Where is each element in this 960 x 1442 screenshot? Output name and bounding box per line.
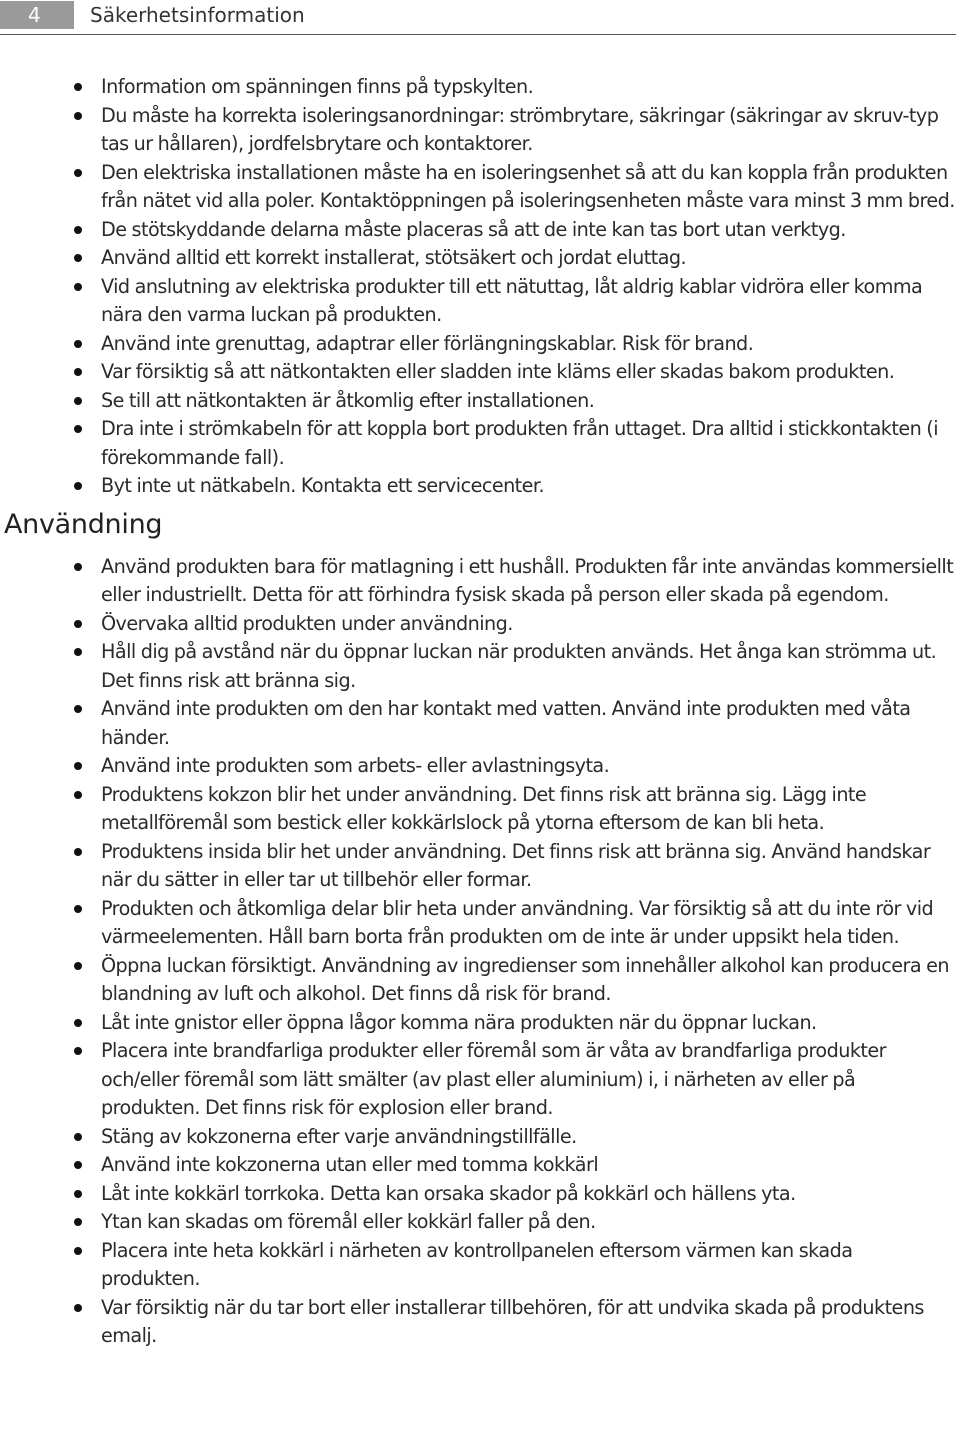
list-item: Produktens insida blir het under användning. Det finns risk att bränna sig. Använd handskar när du sätter in eller tar ut tillbehör eller formar. [0, 838, 956, 895]
list-item: Håll dig på avstånd när du öppnar luckan när produkten används. Het ånga kan strömma ut. Det finns risk att bränna sig. [0, 638, 956, 695]
safety-list [0, 73, 956, 501]
list-item: Använd alltid ett korrekt installerat, stötsäkert och jordat eluttag. [0, 244, 956, 273]
list-item: Placera inte heta kokkärl i närheten av kontrollpanelen eftersom värmen kan skada produkten. [0, 1237, 956, 1294]
list-item: Produktens kokzon blir het under användning. Det finns risk att bränna sig. Lägg inte metallföremål som bestick eller kokkärlslock på ytorna eftersom de kan bli heta. [0, 781, 956, 838]
list-item: Låt inte gnistor eller öppna lågor komma nära produkten när du öppnar luckan. [0, 1009, 956, 1038]
list-item: Låt inte kokkärl torrkoka. Detta kan orsaka skador på kokkärl och hällens yta. [0, 1180, 956, 1209]
list-item: Placera inte brandfarliga produkter eller föremål som är våta av brandfarliga produkter och/eller föremål som lätt smälter (av plast eller aluminium) i, i närheten av eller på produkten. Det finns risk för explosion eller brand. [0, 1037, 956, 1123]
list-item: Använd produkten bara för matlagning i ett hushåll. Produkten får inte användas kommersiellt eller industriellt. Detta för att förhindra fysisk skada på person eller skada på egendom. [0, 553, 956, 610]
list-item: Var försiktig när du tar bort eller installerar tillbehören, för att undvika skada på produktens emalj. [0, 1294, 956, 1351]
header-title: Säkerhetsinformation [90, 3, 305, 27]
list-item: Öppna luckan försiktigt. Användning av ingredienser som innehåller alkohol kan producera en blandning av luft och alkohol. Det finns då risk för brand. [0, 952, 956, 1009]
list-item: Information om spänningen finns på typskylten. [0, 73, 956, 102]
list-item: Var försiktig så att nätkontakten eller sladden inte kläms eller skadas bakom produkten. [0, 358, 956, 387]
list-item: Du måste ha korrekta isoleringsanordningar: strömbrytare, säkringar (säkringar av skruv-typ tas ur hållaren), jordfelsbrytare och kontaktorer. [0, 102, 956, 159]
list-item: Använd inte produkten som arbets- eller avlastningsyta. [0, 752, 956, 781]
list-item: Den elektriska installationen måste ha en isoleringsenhet så att du kan koppla från produkten från nätet vid alla poler. Kontaktöppningen på isoleringsenheten måste vara minst 3 mm bred. [0, 159, 956, 216]
list-item: Byt inte ut nätkabeln. Kontakta ett servicecenter. [0, 472, 956, 501]
usage-list [0, 553, 956, 1351]
list-item: Använd inte produkten om den har kontakt med vatten. Använd inte produkten med våta händer. [0, 695, 956, 752]
page-number: 4 [0, 1, 74, 29]
list-item: Stäng av kokzonerna efter varje användningstillfälle. [0, 1123, 956, 1152]
section-heading-anvandning: Användning [4, 508, 163, 540]
page-header [0, 0, 956, 35]
page-content [0, 73, 956, 1351]
list-item: Använd inte kokzonerna utan eller med tomma kokkärl [0, 1151, 956, 1180]
list-item: Vid anslutning av elektriska produkter till ett nätuttag, låt aldrig kablar vidröra eller komma nära den varma luckan på produkten. [0, 273, 956, 330]
list-item: Se till att nätkontakten är åtkomlig efter installationen. [0, 387, 956, 416]
list-item: Produkten och åtkomliga delar blir heta under användning. Var försiktig så att du inte rör vid värmeelementen. Håll barn borta från produkten om de inte är under uppsikt hela tiden. [0, 895, 956, 952]
list-item: Dra inte i strömkabeln för att koppla bort produkten från uttaget. Dra alltid i stickkontakten (i förekommande fall). [0, 415, 956, 472]
list-item: De stötskyddande delarna måste placeras så att de inte kan tas bort utan verktyg. [0, 216, 956, 245]
list-item: Ytan kan skadas om föremål eller kokkärl faller på den. [0, 1208, 956, 1237]
list-item: Använd inte grenuttag, adaptrar eller förlängningskablar. Risk för brand. [0, 330, 956, 359]
list-item: Övervaka alltid produkten under användning. [0, 610, 956, 639]
